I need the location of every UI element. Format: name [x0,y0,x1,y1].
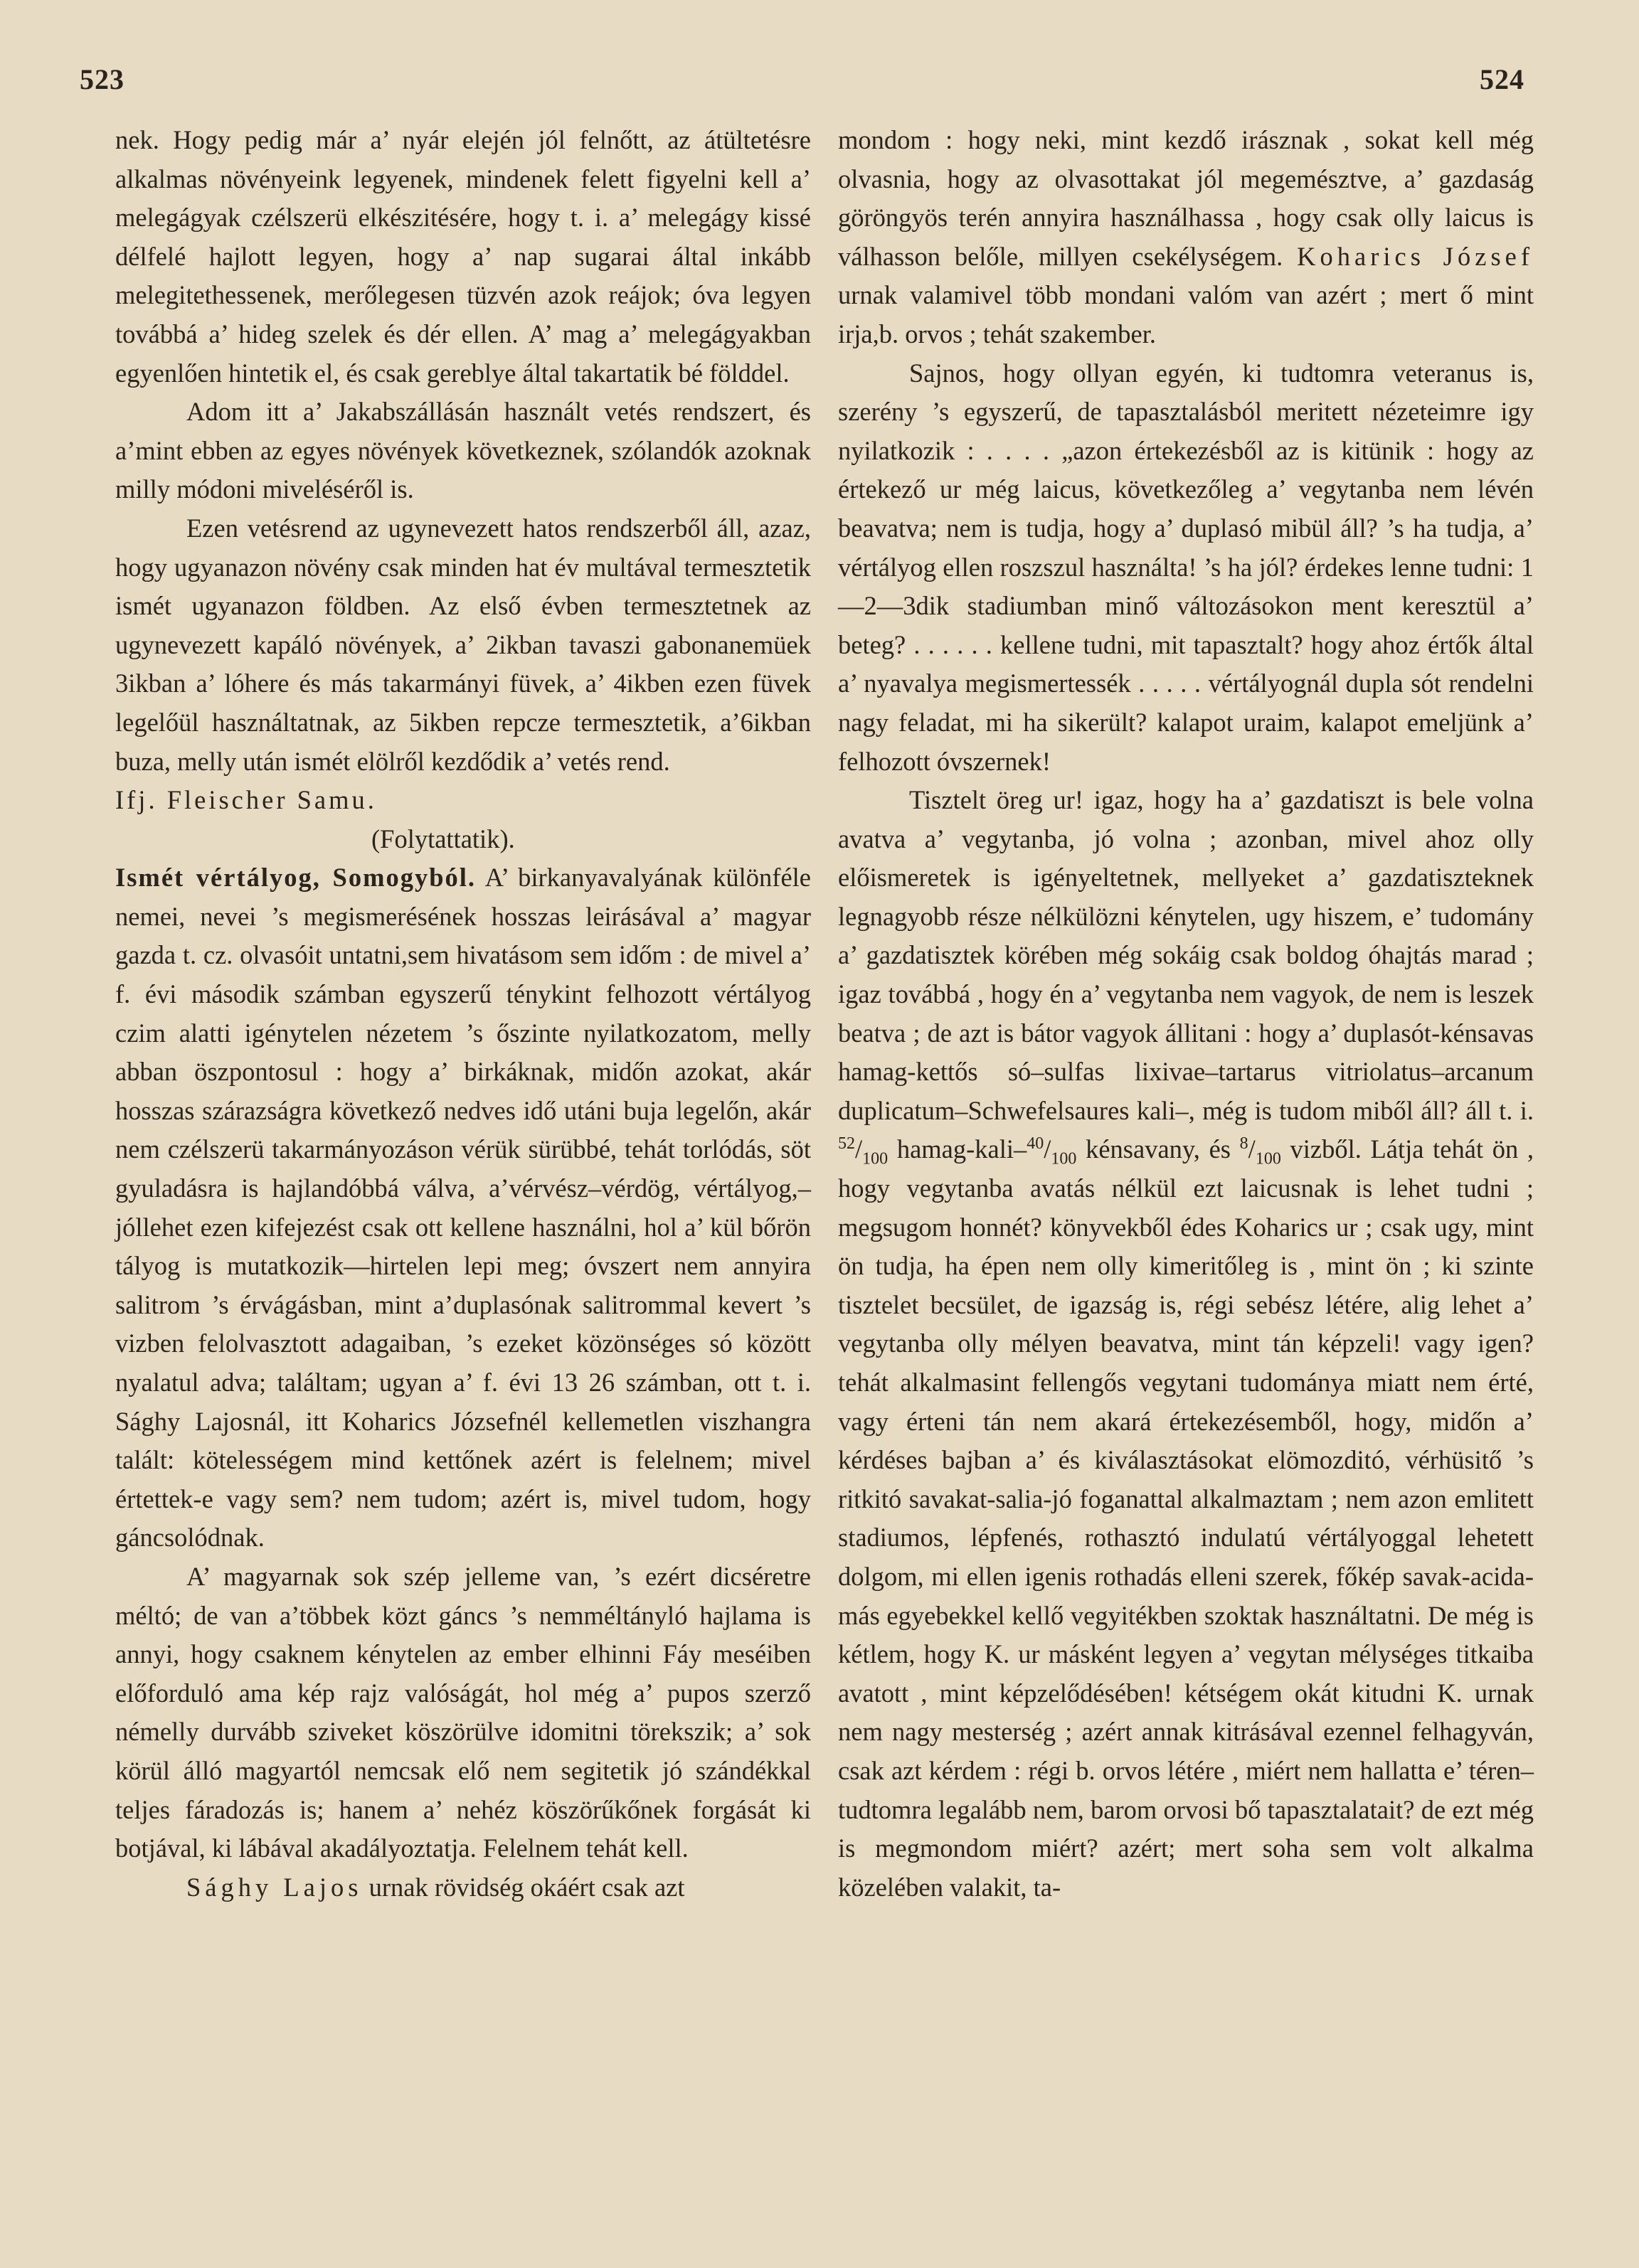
reply-text-3: kénsavany, és [1086,1134,1231,1164]
reply-text-2: hamag-kali– [896,1134,1027,1164]
paragraph-saghy [115,1868,811,1907]
author-signature: Ifj. Fleischer Samu. [115,785,377,815]
reply-text-1: Tisztelt öreg ur! igaz, hogy ha a’ gazdatiszt is bele volna avatva a’ vegytanba, jó volna ; azonban, mivel ahoz olly előismeretek is igényeltetnek, mellyeket a’ gazdatiszteknek legnagyobb része nélkülözni kénytelen, ugy hiszem, e’ tudomány a’ gazdatisztek körében még sokáig csak boldog óhajtás marad ; igaz továbbá , hogy én a’ vegytanba nem vagyok, de nem is leszek beatva ; de azt is bátor vagyok állitani : hogy a’ duplasót-kénsavas hamag-kettős só–sulfas lixivae–tartarus vitriolatus–arcanum duplicatum–Schwefelsaures kali–, még is tudom miből áll? áll t. i. [838,785,1534,1125]
fraction-2-denominator: 100 [1051,1149,1077,1168]
person-name-saghy: Sághy Lajos [186,1872,363,1902]
paragraph-reply: Tisztelt öreg ur! igaz, hogy ha a’ gazdatiszt is bele volna avatva a’ vegytanba, jó volna ; azonban, mivel ahoz olly előismeretek is igényeltetnek, mellyeket a’ gazdatiszteknek legnagyobb része nélkülözni kénytelen, ugy hiszem, e’ tudomány a’ gazdatisztek körében még sokáig csak boldog óhajtás marad ; igaz továbbá , hogy én a’ vegytanba nem vagyok, de nem is leszek beatva ; de azt is bátor vagyok állitani : hogy a’ duplasót-kénsavas hamag-kettős só–sulfas lixivae–tartarus vitriolatus–arcanum duplicatum–Schwefelsaures kali–, még is tudom miből áll? áll t. i. $^{52}/_{100}$ hamag-$kali-^{40}/_{100}$ kénsavany, és $^8/_{100}$ vizből. Látja tehát ön , hogy vegytanba avatás nélkül ezt laicusnak is lehet tudni ; megsugom honnét? könyvekből édes Koharics ur ; csak ugy, mint ön tudja, ha épen nem olly kimeritőleg is , mint ön ; ki szinte tisztelet becsület, de igazság is, régi sebész létére, alig lehet a’ vegytanba olly mélyen beavatva, mint tán képzeli! vagy igen? tehát alkalmasint fellengős vegytani tudománya miatt nem érté, vagy érteni tán nem akará értekezésemből, hogy, midőn a’ kérdéses bajban a’ és kiválasztásokat elömozditó, vérhüsitő ’s ritkitó savakat-salia-jó foganattal alkalmaztam ; nem azon emlitett stadiumos, lépfenés, rothasztó indulatú vértályoggal lehetett dolgom, mi ellen igenis rothadás elleni szerek, főkép savak-acida-más egyebekkel kellő vegyitékben szoktak használtatni. De még is kétlem, hogy K. ur másként legyen a’ vegytan mélységes titkaiba avatott , mint képzelődésében! kétségem okát kitudni K. urnak nem nagy mesterség ; azért annak kitrásával ezennel felhagyván, csak azt kérdem : régi b. orvos létére , miért nem hallatta e’ téren–tudtomra legalább nem, barom orvosi bő tapasztalatait? de ezt még is megmondom miért? azért; mert soha sem volt alkalma közelében valakit, ta- [838,785,1534,1902]
paragraph-saghy-text: urnak rövidség okáért csak azt [368,1872,685,1902]
paragraph-koharics [838,121,1534,354]
paragraph-quote: Sajnos, hogy ollyan egyén, ki tudtomra veteranus is, szerény ’s egyszerű, de tapasztalásból meritett nézeteimre igy nyilatkozik : . . . . „azon értekezésből az is kitünik : hogy az értekező ur még laicus, következőleg a’ vegytanba nem lévén beavatva; nem is tudja, hogy a’ duplasó mibül áll? ’s ha tudja, a’ vértályog ellen roszszul használta! ’s ha jól? érdekes lenne tudni: 1—2—3dik stadiumban minő változásokon ment keresztül a’ beteg? . . . . . . kellene tudni, mit tapasztalt? hogy ahoz értők által a’ nyavalya megismertessék . . . . . vértályognál dupla sót rendelni nagy feladat, mi ha sikerült? kalapot uraim, kalapot emeljünk a’ felhozott óvszernek! [838,358,1534,776]
fraction-3-denominator: 100 [1255,1149,1281,1168]
article-body: A’ birkanyavalyának különféle nemei, nevei ’s megismerésének hosszas leirásával a’ magyar gazda t. cz. olvasóit untatni,sem hivatásom sem időm : de mivel a’ f. évi második számban egyszerű ténykint felhozott vértályog czim alatti igénytelen nézetem ’s őszinte nyilatkozatom, melly abban öszpontosul : hogy a’ birkáknak, midőn azokat, akár hosszas szárazságra következő nedves idő utáni buja legelőn, akár nem czélszerü takarmányozáson vérük sürübbé, tehát torlódás, söt gyuladásra is hajlandóbbá válva, a’vérvész–vérdög, vértályog,–jóllehet ezen kifejezést csak ott kellene használni, hol a’ kül bőrön tályog is mutatkozik—hirtelen lepi meg; óvszert nem annyira salitrom ’s érvágásban, mint a’duplasónak salitrommal kevert ’s vizben felolvasztott adagaiban, ’s ezeket közönséges só között nyalatul adva; találtam; ugyan a’ f. évi 13 26 számban, ott t. i. Sághy Lajosnál, itt Koharics Józsefnél kellemetlen viszhangra talált: kötelességem mind kettőnek azért is felelnem; mivel értettek-e vagy sem? nem tudom; azért is, mivel tudom, hogy gáncsolódnak. [115,863,811,1553]
paragraph-koharics-end: urnak valamivel több mondani valóm van azért ; mert ő mint irja,b. orvos ; tehát szakember. [838,280,1534,348]
paragraph-greenhouse: nek. Hogy pedig már a’ nyár elején jól felnőtt, az átültetésre alkalmas növényeink legyenek, mindenek felett figyelni kell a’ melegágyak czélszerü elkészitésére, hogy t. i. a’ melegágy kissé délfelé hajlott legyen, hogy a’ nap sugarai által inkább melegitethessenek, merőlegesen tüzvén azok reájok; óva legyen továbbá a’ hideg szelek és dér ellen. A’ mag a’ melegágyakban egyenlően hintetik el, és csak gereblye által takartatik bé földdel. [115,125,811,388]
paragraph-koharics-start: mondom : hogy neki, mint kezdő irásznak , sokat kell még olvasnia, hogy az olvasottakat jól megemésztve, a’ gazdaság göröngyös terén annyira használhassa , hogy csak olly laicus is válhasson belőle, millyen csekélységem. [838,125,1534,271]
paragraph-crop-system: Adom itt a’ Jakabszállásán használt vetés rendszert, és a’mint ebben az egyes növények következnek, szólandók azoknak milly módoni miveléséről is. [115,397,811,504]
left-column [115,121,811,1907]
article-vertalyog [115,858,811,1558]
article-headline: Ismét vértályog, Somogyból. [115,863,477,893]
continued-note: (Folytattatik). [371,824,515,853]
person-name-koharics: Koharics József [1297,241,1534,271]
page-number-left: 523 [80,63,124,95]
right-column [838,121,1534,1907]
fraction-1-numerator: 52 [838,1134,855,1154]
fraction-1-denominator: 100 [862,1149,889,1168]
page-number-right: 524 [1480,63,1524,95]
fraction-2-numerator: 40 [1027,1134,1044,1154]
paragraph-six-year-rotation: Ezen vetésrend az ugynevezett hatos rendszerből áll, azaz, hogy ugyanazon növény csak minden hat év multával termesztetik ismét ugyanazon földben. Az első évben termesztetnek az ugynevezett kapáló növények, a’ 2ikban tavaszi gabonanemüek 3ikban a’ lóhere és más takarmányi füvek, a’ 4ikben ezen füvek legelőül használtatnak, az 5ikben repcze termesztetik, a’6ikban buza, melly után ismét elölről kezdődik a’ vetés rend. [115,513,811,776]
reply-text-4: vizből. Látja tehát ön , hogy vegytanba avatás nélkül ezt laicusnak is lehet tudni ; megsugom honnét? könyvekből édes Koharics ur ; csak ugy, mint ön tudja, ha épen nem olly kimeritőleg is , mint ön ; ki szinte tisztelet becsület, de igazság is, régi sebész létére, alig lehet a’ vegytanba olly mélyen beavatva, mint tán képzeli! vagy igen? tehát alkalmasint fellengős vegytani tudománya miatt nem érté, vagy érteni tán nem akará értekezésemből, hogy, midőn a’ kérdéses bajban a’ és kiválasztásokat elömozditó, vérhüsitő ’s ritkitó savakat-salia-jó foganattal alkalmaztam ; nem azon emlitett stadiumos, lépfenés, rothasztó indulatú vértályoggal lehetett dolgom, mi ellen igenis rothadás elleni szerek, főkép savak-acida-más egyebekkel kellő vegyitékben szoktak használtatni. De még is kétlem, hogy K. ur másként legyen a’ vegytan mélységes titkaiba avatott , mint képzelődésében! kétségem okát kitudni K. urnak nem nagy mesterség ; azért annak kitrásával ezennel felhagyván, csak azt kérdem : régi b. orvos létére , miért nem hallatta e’ téren–tudtomra legalább nem, barom orvosi bő tapasztalatait? de ezt még is megmondom miért? azért; mert soha sem volt alkalma közelében valakit, ta- [838,1134,1534,1902]
fraction-3-numerator: 8 [1239,1134,1248,1154]
paragraph-magyar-character: A’ magyarnak sok szép jelleme van, ’s ezért dicséretre méltó; de van a’többek közt gáncs ’s nemméltányló hajlama is annyi, hogy csaknem kénytelen az ember elhinni Fáy meséiben előforduló ama kép rajz valóságát, hol még a’ pupos szerző némelly durvább sziveket köszörülve idomitni törekszik; a’ sok körül álló magyartól nemcsak elő nem segitetik jó szándékkal teljes fáradozás is; hanem a’ nehéz köszörűkőnek forgását ki botjával, ki lábával akadályoztatja. Felelnem tehát kell. [115,1561,811,1863]
